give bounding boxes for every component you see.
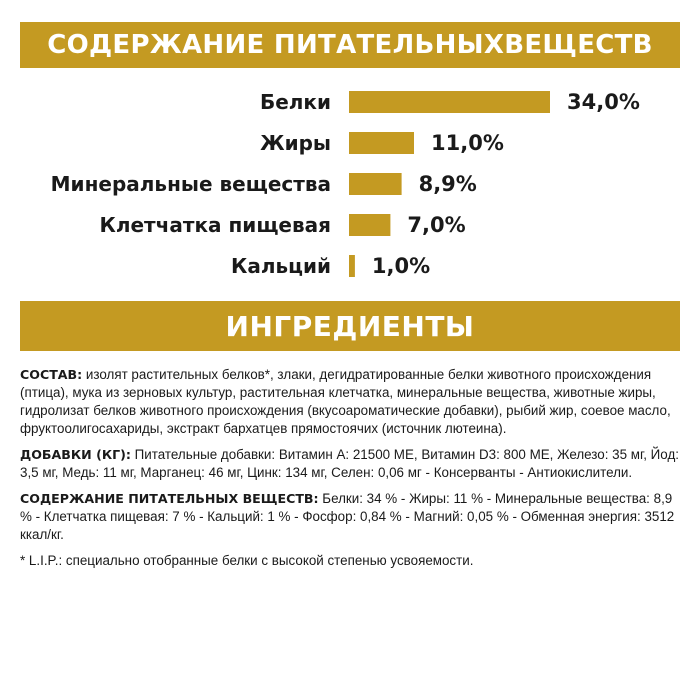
category-label: Жиры [260, 131, 331, 155]
footnote [20, 552, 680, 570]
bar [349, 173, 402, 195]
value-label: 8,9% [418, 172, 477, 196]
value-label: 7,0% [407, 213, 466, 237]
value-label: 1,0% [371, 254, 431, 278]
nutrients-banner [20, 22, 680, 68]
additives-label: ДОБАВКИ (КГ): [20, 447, 131, 462]
composition-label: СОСТАВ: [20, 367, 83, 382]
value-label: 34,0% [567, 90, 640, 114]
ingredients-text-block [20, 366, 680, 578]
value-label: 11,0% [431, 131, 504, 155]
nutrients-paragraph [20, 490, 680, 544]
bar [349, 214, 390, 236]
composition-text: изолят растительных белков*, злаки, дегидратированные белки животного происхождения (птица), мука из зерновых культур, растительная клетчатка, минеральные вещества, животные жиры, гидролизат белков животного происхождения (вкусоароматические добавки), рыбий жир, соевое масло, фруктоолигосахариды, экстракт бархатцев прямостоячих (источник лютеина). [20, 367, 671, 436]
bar [349, 132, 414, 154]
footnote-text: * L.I.P.: специально отобранные белки с высокой степенью усвояемости. [20, 553, 474, 568]
ingredients-banner-title: ИНГРЕДИЕНТЫ [225, 309, 475, 343]
composition-paragraph [20, 366, 680, 438]
ingredients-banner [20, 301, 680, 351]
nutrients-banner-title: СОДЕРЖАНИЕ ПИТАТЕЛЬНЫХВЕЩЕСТВ [47, 30, 653, 60]
additives-text: Питательные добавки: Витамин А: 21500 МЕ, Витамин D3: 800 МЕ, Железо: 35 мг, Йод: 3,5 мг, Медь: 11 мг, Марганец: 46 мг, Цинк: 134 мг, Селен: 0,06 мг - Консерванты - Антиокислители. [20, 447, 679, 480]
category-label: Минеральные вещества [50, 172, 331, 196]
nutrient-bar-chart [0, 80, 700, 280]
nutrients-text: Белки: 34 % - Жиры: 11 % - Минеральные вещества: 8,9 % - Клетчатка пищевая: 7 % - Кальций: 1 % - Фосфор: 0,84 % - Магний: 0,05 % - Обменная энергия: 3512 ккал/кг. [20, 491, 675, 542]
additives-paragraph [20, 446, 680, 482]
bar [349, 91, 550, 113]
category-label: Белки [259, 90, 331, 114]
nutrients-label: СОДЕРЖАНИЕ ПИТАТЕЛЬНЫХ ВЕЩЕСТВ: [20, 491, 319, 506]
category-label: Клетчатка пищевая [99, 213, 331, 237]
bar [349, 255, 355, 277]
category-label: Кальций [231, 254, 331, 278]
